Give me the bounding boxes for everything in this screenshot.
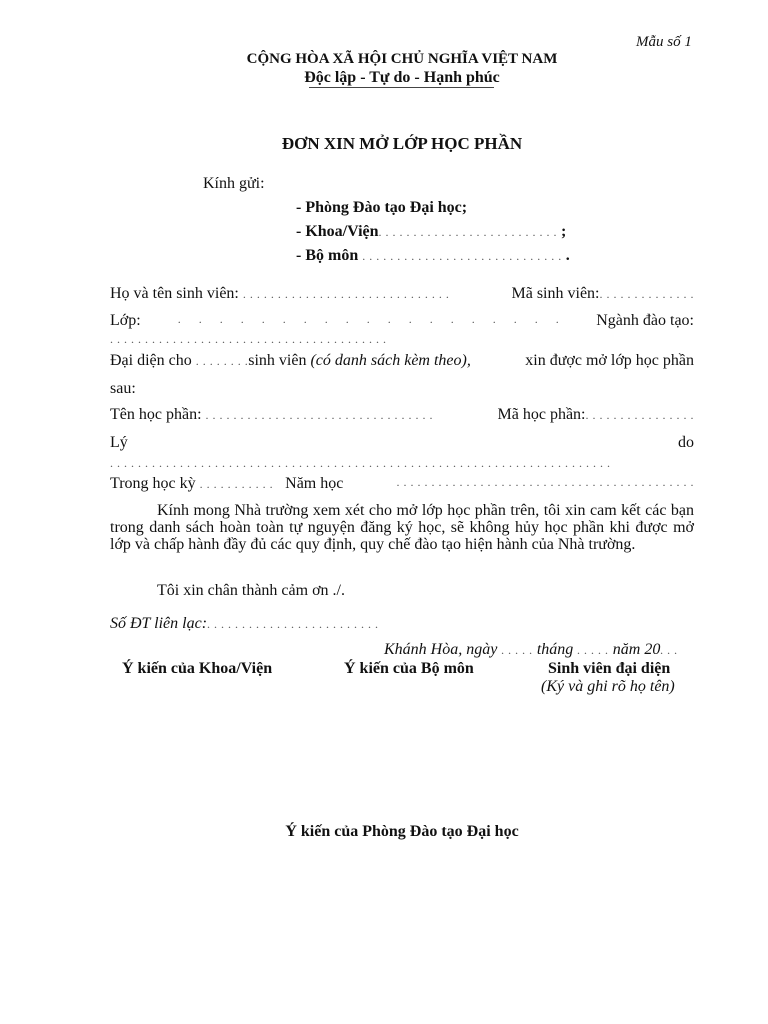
class-label: Lớp: <box>110 312 141 329</box>
recipient-line-2-dots: . . . . . . . . . . . . . . . . . . . . . . . . . . <box>378 225 558 239</box>
student-rep-note: (Ký và ghi rõ họ tên) <box>541 678 675 695</box>
course-code-label: Mã học phần: <box>497 406 586 423</box>
date-month-label: tháng <box>536 641 574 658</box>
recipient-line-1: - Phòng Đào tạo Đại học; <box>296 199 468 216</box>
class-dots: . . . . . . . . . . . . . . . . . . . <box>177 312 560 326</box>
major-dots: . . . . . . . . . . . . . . . . . . . . . . . . . . . . . . . . . . . . . . . . <box>110 332 387 346</box>
course-name-dots: . . . . . . . . . . . . . . . . . . . . . . . . . . . . . . . . . <box>205 408 434 422</box>
major-label: Ngành đào tạo: <box>596 312 694 329</box>
student-id-field <box>512 285 695 303</box>
page-title: ĐƠN XIN MỞ LỚP HỌC PHẦN <box>281 134 523 153</box>
reason-label-2: do <box>678 434 694 451</box>
recipient-line-3 <box>296 247 570 265</box>
course-name-label: Tên học phần: <box>110 406 202 423</box>
course-code-dots: . . . . . . . . . . . . . . . . <box>585 408 694 422</box>
represent-row <box>110 352 694 370</box>
class-major-row <box>110 312 694 330</box>
student-name-field <box>110 285 449 303</box>
faculty-opinion-label: Ý kiến của Khoa/Viện <box>122 660 273 677</box>
form-number: Mẫu số 1 <box>636 34 692 50</box>
date-place: Khánh Hòa, ngày <box>384 641 498 658</box>
recipient-line-2-label: - Khoa/Viện <box>296 223 379 240</box>
represent-student: sinh viên <box>248 352 307 369</box>
student-rep-label: Sinh viên đại diện <box>548 660 671 677</box>
office-opinion-label: Ý kiến của Phòng Đào tạo Đại học <box>285 823 519 840</box>
thanks-paragraph: Tôi xin chân thành cảm ơn ./. <box>157 582 345 599</box>
recipient-line-2-end: ; <box>561 223 567 240</box>
recipient-line-3-end: . <box>565 247 570 264</box>
year-label: Năm học <box>285 475 344 492</box>
represent-left <box>110 352 471 370</box>
course-code-field <box>498 406 694 424</box>
semester-row <box>110 475 694 493</box>
represent-label: Đại diện cho <box>110 352 192 369</box>
represent-note: (có danh sách kèm theo), <box>310 352 471 369</box>
date-month-dots: . . . . . <box>577 643 609 657</box>
contact-label: Số ĐT liên lạc: <box>110 615 208 632</box>
date-year-dots: . . . <box>660 643 678 657</box>
course-name-field <box>110 406 433 424</box>
semester-label: Trong học kỳ <box>110 475 196 492</box>
course-row <box>110 406 694 424</box>
year-dots: . . . . . . . . . . . . . . . . . . . . . . . . . . . . . . . . . . . . . . . . . . . <box>396 475 694 489</box>
student-id-dots: . . . . . . . . . . . . . . <box>599 287 694 301</box>
reason-label-1: Lý <box>110 434 128 451</box>
recipient-line-3-label: - Bộ môn <box>296 247 359 264</box>
student-id-label: Mã sinh viên: <box>511 285 600 302</box>
motto-underline <box>309 87 494 88</box>
reason-row <box>110 434 694 452</box>
department-opinion-label: Ý kiến của Bộ môn <box>344 660 474 677</box>
date-year-label: năm 20 <box>612 641 661 658</box>
student-name-label: Họ và tên sinh viên: <box>110 285 239 302</box>
date-day-dots: . . . . . <box>501 643 533 657</box>
semester-dots: . . . . . . . . . . . <box>199 477 274 491</box>
semester-field <box>110 475 343 493</box>
contact-dots: . . . . . . . . . . . . . . . . . . . . . . . . . <box>207 617 379 631</box>
recipient-line-2 <box>296 223 566 241</box>
reason-dots: . . . . . . . . . . . . . . . . . . . . . . . . . . . . . . . . . . . . . . . . . . . . . . . . . . . . . . . . . . . . . . . . . . . . . . . . <box>110 456 611 470</box>
recipient-line-3-dots: . . . . . . . . . . . . . . . . . . . . . . . . . . . . . <box>362 249 562 263</box>
recipient-label: Kính gửi: <box>203 175 265 192</box>
date-line <box>384 641 678 659</box>
commitment-paragraph <box>110 502 694 553</box>
contact-line <box>110 615 379 633</box>
represent-continuation: sau: <box>110 380 136 397</box>
commitment-text: Kính mong Nhà trường xem xét cho mở lớp học phần trên, tôi xin cam kết các bạn trong danh sách hoàn toàn tự nguyện đăng ký học, sẽ không hủy học phần khi được mở lớp và chấp hành đầy đủ các quy định, quy chế đào tạo hiện hành của Nhà trường. <box>110 502 694 553</box>
represent-dots: . . . . . . . . <box>195 354 249 368</box>
student-name-dots: . . . . . . . . . . . . . . . . . . . . . . . . . . . . . . <box>242 287 450 301</box>
country-header: CỘNG HÒA XÃ HỘI CHỦ NGHĨA VIỆT NAM <box>246 51 558 67</box>
name-id-row <box>110 285 694 303</box>
motto: Độc lập - Tự do - Hạnh phúc <box>304 69 500 86</box>
represent-tail: xin được mở lớp học phần <box>525 352 694 369</box>
